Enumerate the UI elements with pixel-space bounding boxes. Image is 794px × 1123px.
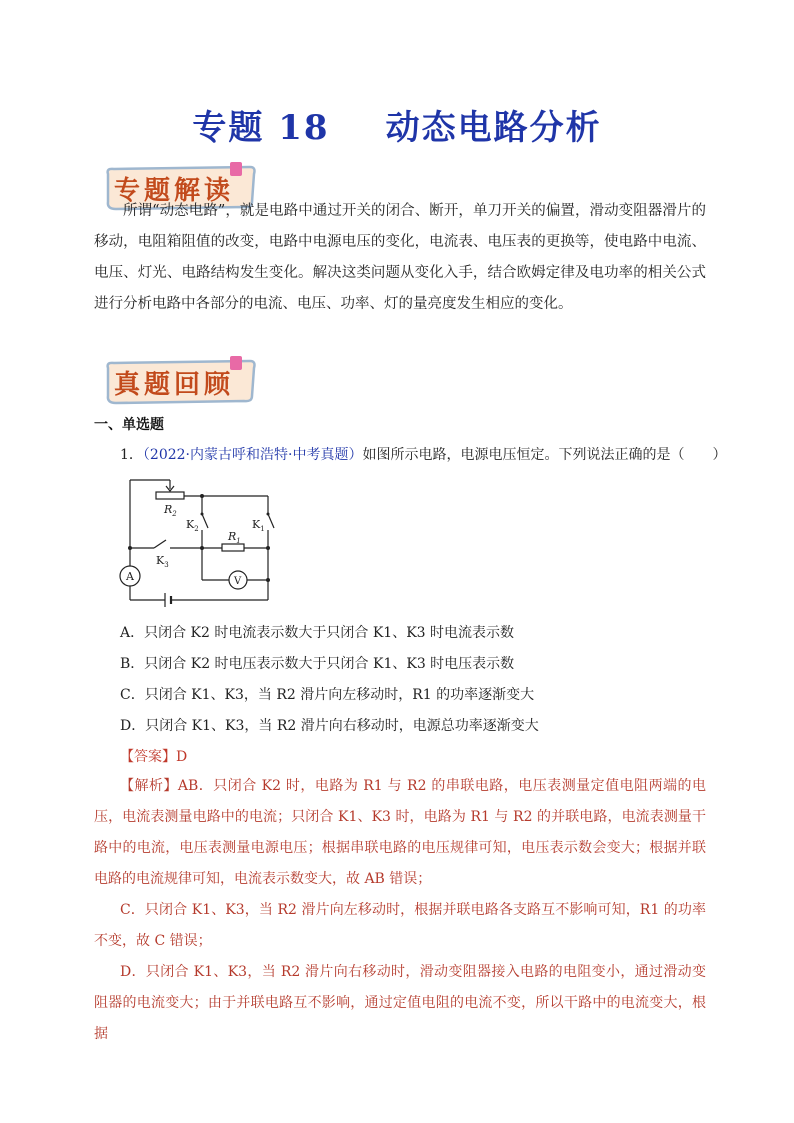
option-b: B．只闭合 K2 时电压表示数大于只闭合 K1、K3 时电压表示数 bbox=[120, 656, 515, 672]
question-number: 1． bbox=[120, 447, 143, 463]
page-title bbox=[0, 100, 794, 149]
answer-value: D bbox=[176, 749, 188, 765]
ammeter-label: A bbox=[126, 570, 134, 583]
label-r2: $R_2$ bbox=[164, 503, 177, 518]
label-r1: $R_1$ bbox=[228, 530, 241, 545]
analysis-p1 bbox=[94, 771, 706, 895]
option-d: D．只闭合 K1、K3，当 R2 滑片向右移动时，电源总功率逐渐变大 bbox=[120, 718, 539, 734]
label-k1: $K_1$ bbox=[252, 518, 265, 533]
answer bbox=[120, 746, 187, 766]
voltmeter-label: V bbox=[234, 576, 242, 587]
banner-review bbox=[102, 356, 260, 406]
option-c: C．只闭合 K1、K3，当 R2 滑片向左移动时，R1 的功率逐渐变大 bbox=[120, 687, 535, 703]
banner-intro-text: 专题解读 bbox=[114, 176, 235, 206]
analysis-p2: C．只闭合 K1、K3，当 R2 滑片向左移动时，根据并联电路各支路互不影响可知，R1 的功率不变，故 C 错误； bbox=[94, 902, 706, 949]
title-text: 动态电路分析 bbox=[385, 108, 602, 148]
intro-paragraph: 所谓“动态电路”，就是电路中通过开关的闭合、断开，单刀开关的偏置，滑动变阻器滑片的移动，电阻箱阻值的改变，电路中电源电压的变化，电流表、电压表的更换等，使电路中电流、电压、灯光、电路结构发生变化。解决这类问题从变化入手，结合欧姆定律及电功率的相关公式进行分析电路中各部分的电流、电压、功率、灯的量亮度发生相应的变化。 bbox=[94, 203, 706, 312]
question-1 bbox=[120, 444, 726, 464]
question-text: 如图所示电路，电源电压恒定。下列说法正确的是（ ） bbox=[362, 447, 727, 463]
question-source: （2022·内蒙古呼和浩特·中考真题） bbox=[142, 447, 363, 463]
banner-review-text: 真题回顾 bbox=[114, 370, 235, 400]
answer-label: 【答案】 bbox=[120, 749, 176, 765]
analysis-label: 【解析】 bbox=[120, 778, 178, 794]
section-heading: 一、单选题 bbox=[94, 417, 164, 433]
analysis-p3: D．只闭合 K1、K3，当 R2 滑片向右移动时，滑动变阻器接入电路的电阻变小，通过滑动变阻器的电流变大；由于并联电路互不影响，通过定值电阻的电流不变，所以干路中的电流变大，根据 bbox=[94, 964, 706, 1042]
title-number: 专题 18 bbox=[192, 108, 330, 148]
label-k3: $K_3$ bbox=[156, 554, 169, 569]
label-k2: $K_2$ bbox=[186, 518, 199, 533]
option-a: A．只闭合 K2 时电流表示数大于只闭合 K1、K3 时电流表示数 bbox=[120, 625, 515, 641]
circuit-diagram bbox=[118, 476, 288, 608]
analysis-p1-text: AB．只闭合 K2 时，电路为 R1 与 R2 的串联电路，电压表测量定值电阻两端的电压，电流表测量电路中的电流；只闭合 K1、K3 时，电路为 R1 与 R2 的并联电路，电流表测量干路中的电流，电压表测量电源电压；根据串联电路的电压规律可知，电压表示数会变大；根据并联电路的电流规律可知，电流表示数变大，故 AB 错误； bbox=[94, 778, 706, 887]
